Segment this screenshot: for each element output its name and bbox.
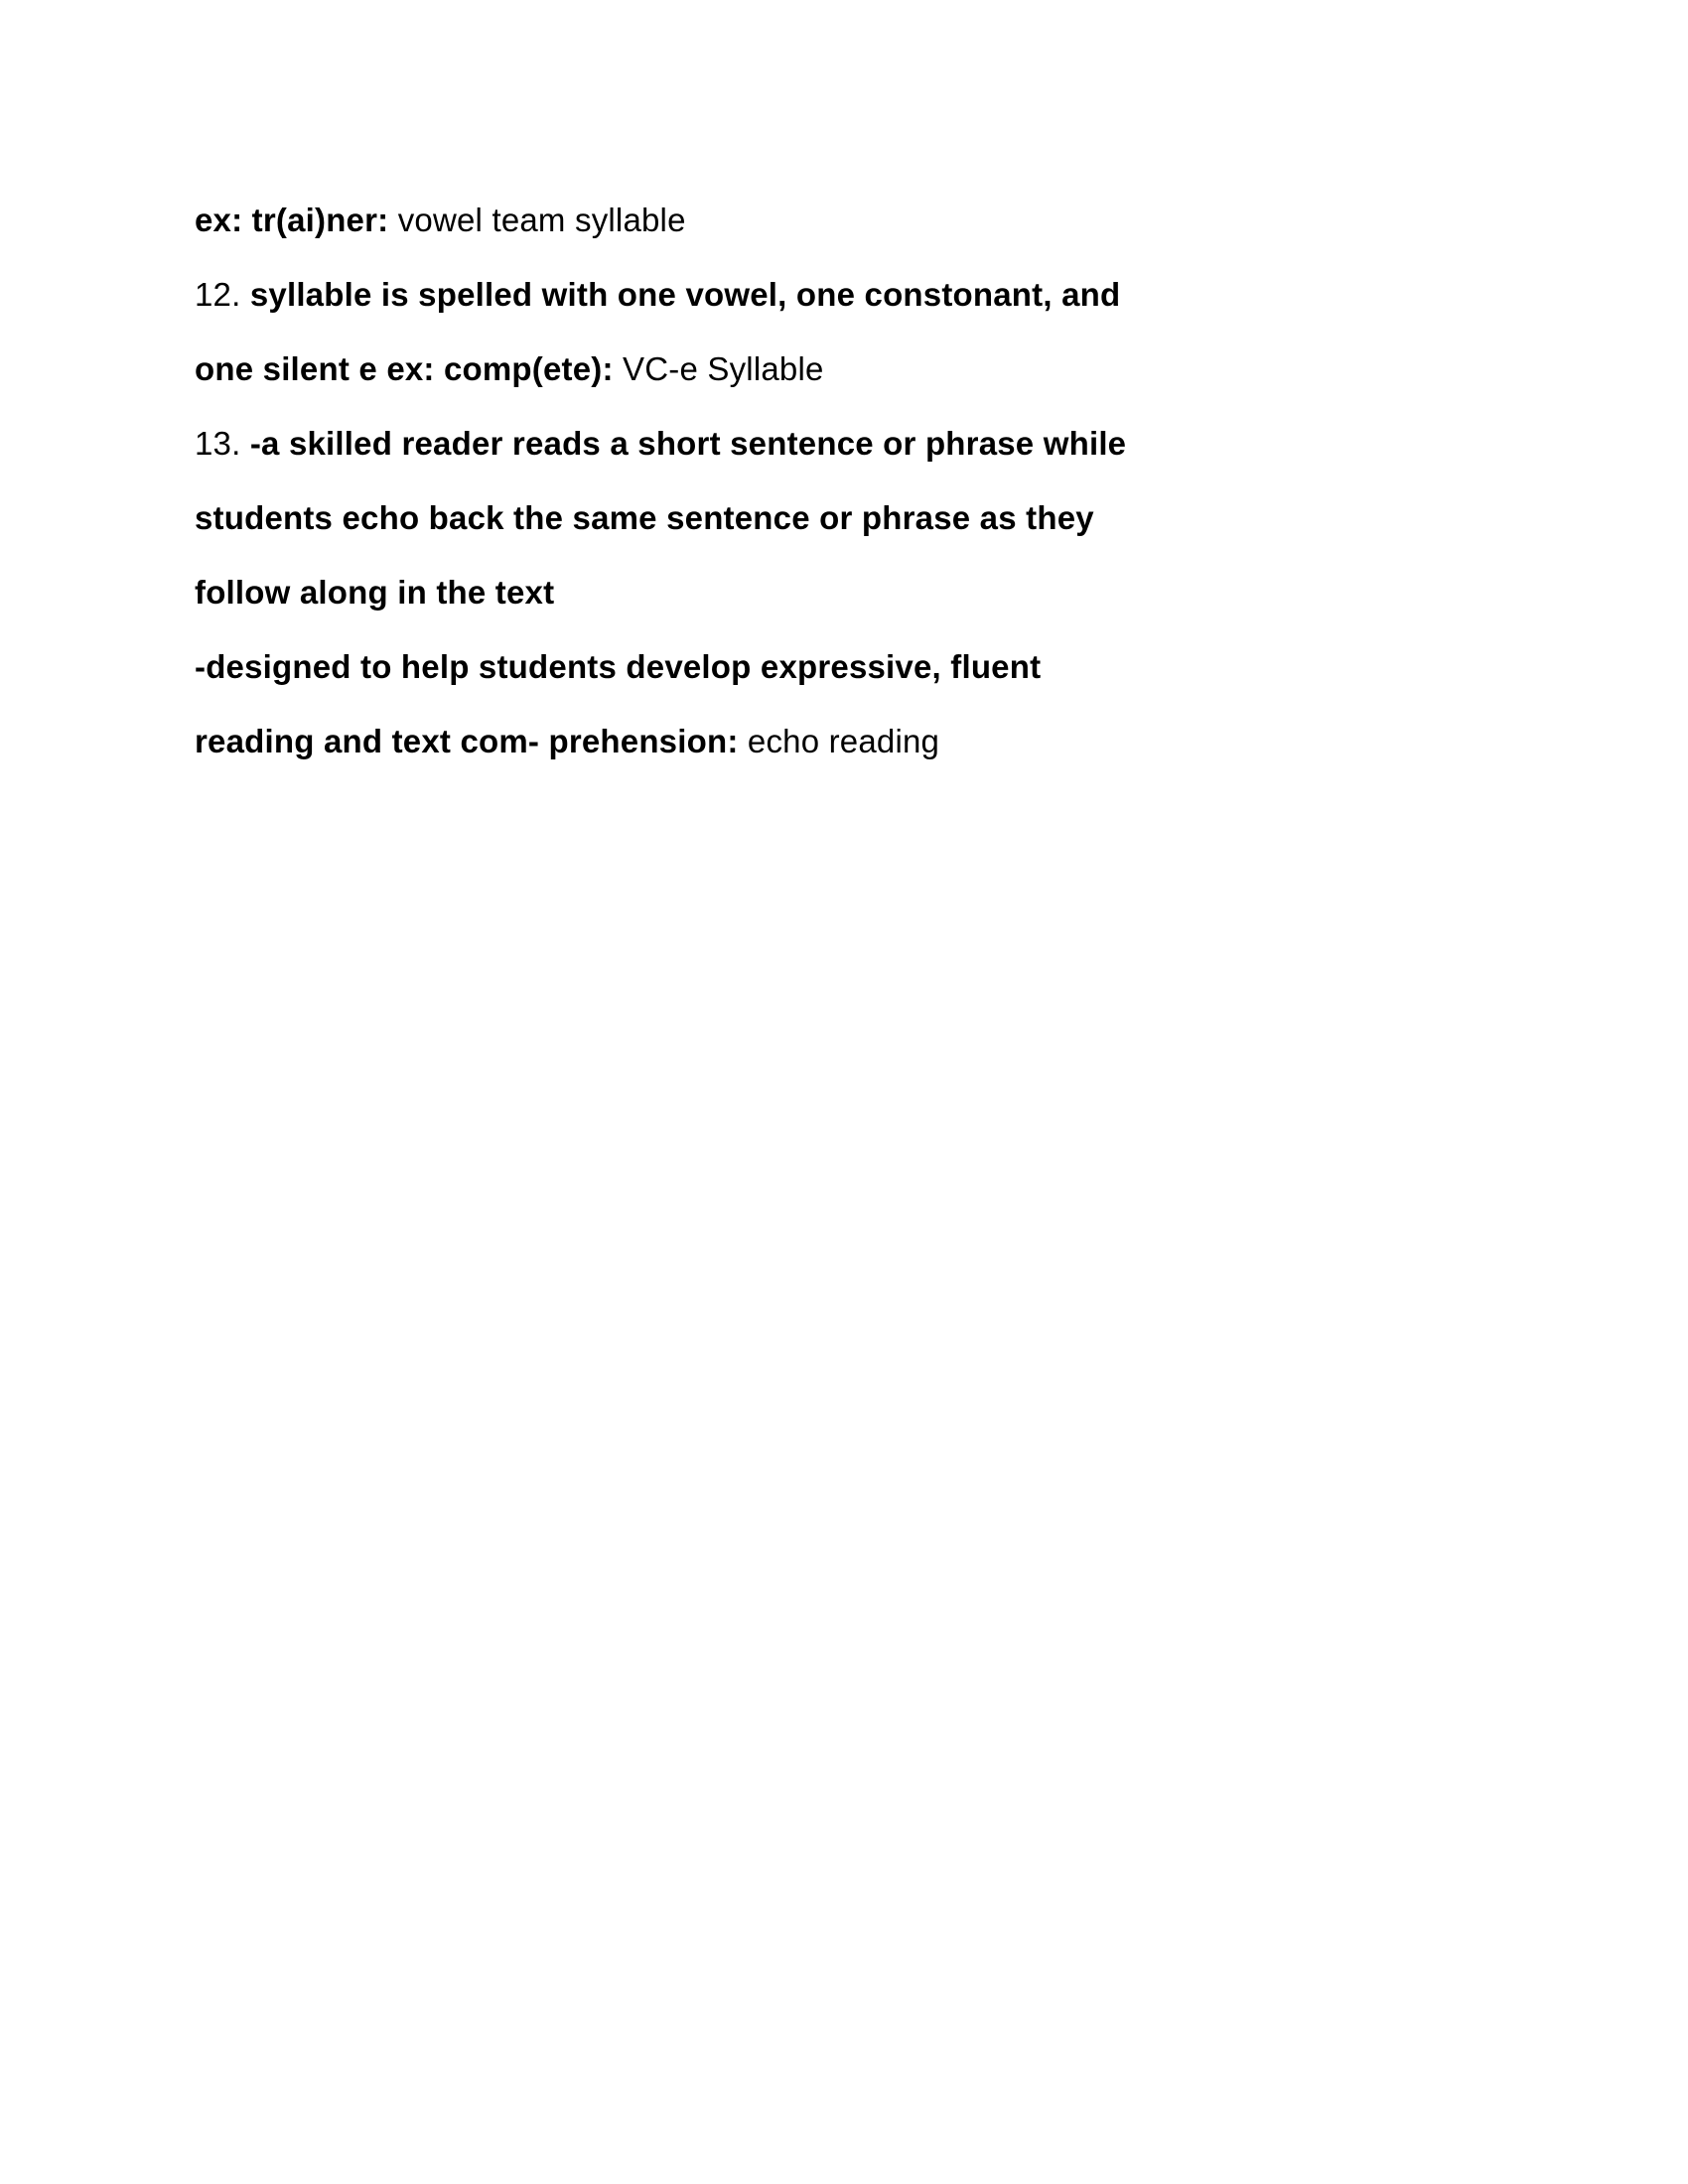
- text-line: [195, 406, 1515, 480]
- text-segment: vowel team syllable: [397, 202, 686, 238]
- text-segment: 12.: [195, 276, 250, 313]
- text-segment: one silent e ex: comp(ete):: [195, 350, 624, 387]
- text-line: [195, 480, 1515, 555]
- text-line: [195, 183, 1515, 257]
- text-segment: 13.: [195, 425, 250, 462]
- text-segment: -designed to help students develop expressive, fluent: [195, 648, 1042, 685]
- text-segment: VC-e Syllable: [623, 350, 824, 387]
- text-line: [195, 629, 1515, 704]
- text-segment: syllable is spelled with one vowel, one constonant, and: [249, 276, 1121, 313]
- text-segment: students echo back the same sentence or phrase as they: [195, 499, 1094, 536]
- text-segment: ex: tr(ai)ner:: [195, 202, 398, 238]
- text-segment: reading and text com- prehension:: [195, 723, 748, 759]
- text-segment: follow along in the text: [195, 574, 555, 611]
- text-line: [195, 704, 1515, 778]
- text-line: [195, 332, 1515, 406]
- text-line: [195, 555, 1515, 629]
- text-segment: echo reading: [747, 723, 940, 759]
- document-text-block: [195, 183, 1515, 778]
- text-line: [195, 257, 1515, 332]
- text-segment: -a skilled reader reads a short sentence or phrase while: [249, 425, 1127, 462]
